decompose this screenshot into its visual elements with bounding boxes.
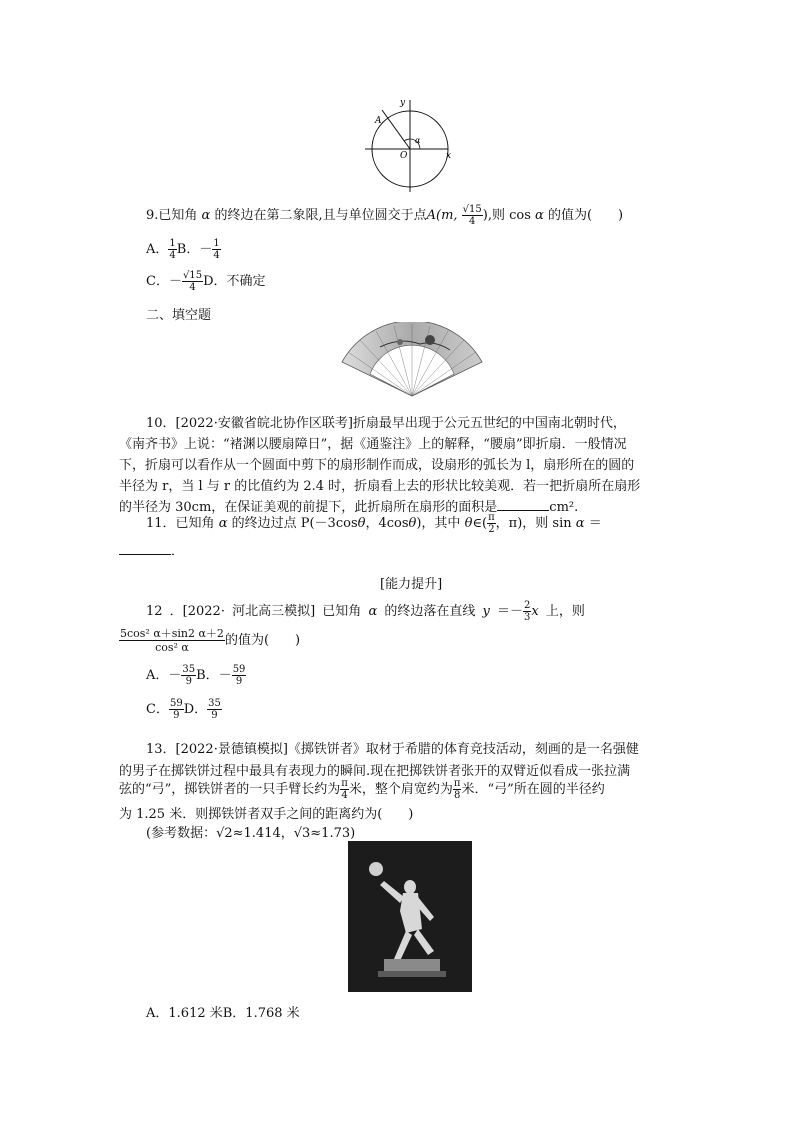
q13-line2: 的男子在掷铁饼过程中最具有表现力的瞬间.现在把掷铁饼者张开的双臂近似看成一张拉满: [119, 764, 631, 779]
label-y: y: [400, 98, 406, 108]
q13-line1: 13．[2022·景德镇模拟]《掷铁饼者》取材于希腊的体育竞技活动，刻画的是一名强健: [146, 742, 639, 757]
q12-options-ab: A．－ $\frac{35}{9}$ B．－ $\frac{59}{9}$: [146, 664, 246, 687]
label-x: x: [446, 151, 452, 161]
discus-thrower-image: [348, 841, 472, 992]
discus-icon: [369, 862, 383, 876]
q13-reference-data: (参考数据：√2≈1.414，√3≈1.73): [146, 826, 356, 841]
q10-line2: 《南齐书》上说：“褚渊以腰扇障日”，据《通鉴注》上的解释，“腰扇”即折扇．一般情况: [119, 437, 627, 452]
unit-circle-figure: [360, 92, 460, 194]
answer-blank: [119, 554, 171, 555]
q12-expression: $\frac{\text{5cos² α＋sin2 α＋2}}{\text{cos² α}}$ 的值为( ): [120, 627, 301, 654]
q10-line3: 下，折扇可以看作从一个圆面中剪下的扇形制作而成，设扇形的弧长为 l，扇形所在的圆的: [119, 458, 635, 473]
q12-options-cd: C． $\frac{59}{9}$ D． $\frac{35}{9}$: [146, 698, 221, 721]
q9-options-cd: C．－ $\frac{√15}{4}$ D．不确定: [146, 270, 266, 293]
q13-line4: 为 1.25 米．则掷铁饼者双手之间的距离约为( ): [119, 807, 414, 822]
q13-line3: 弦的“弓”，掷铁饼者的一只手臂长约为 $\frac{\pi}{4}$ 米，整个肩宽约为 $\frac{\pi}{8}$ 米．“弓”所在圆的半径约: [119, 778, 605, 801]
section-ability: [能力提升]: [380, 577, 443, 592]
terminal-side: [382, 110, 410, 149]
q11-stem: 11．已知角 α 的终边过点 P(－3cosθ，4cosθ)，其中 θ∈( $\frac{\pi}{2}$ ，π)，则 sin α ＝: [146, 512, 602, 535]
folding-fan-image: [340, 322, 484, 398]
answer-blank: [497, 510, 549, 511]
q10-line5: 的半径为 30cm，在保证美观的前提下，此折扇所在扇形的面积是 cm².: [119, 500, 579, 515]
q10-line4: 半径为 r，当 l 与 r 的比值约为 2.4 时，折扇看上去的形状比较美观．若一把折扇所在扇形: [119, 479, 641, 494]
label-origin: O: [400, 151, 408, 161]
q10-line1: 10．[2022·安徽省皖北协作区联考]折扇最早出现于公元五世纪的中国南北朝时代，: [146, 416, 626, 431]
q9-options-ab: A． $\frac{1}{4}$ B．－ $\frac{1}{4}$: [146, 238, 220, 261]
label-alpha: α: [415, 136, 421, 145]
section-fill-in: 二、填空题: [146, 308, 212, 323]
q11-answer-line: ．: [119, 540, 184, 559]
q9-stem: 9.已知角 α 的终边在第二象限,且与单位圆交于点A(m, $\frac{√15}{4}$ ),则 cos α 的值为( ): [146, 204, 624, 227]
q12-stem: 12 ．[2022· 河北高三模拟] 已知角 α 的终边落在直线 y ＝－ $\frac{2}{3}$ x 上，则: [146, 600, 585, 623]
q13-options-ab: A．1.612 米B．1.768 米: [146, 1006, 300, 1021]
label-A: A: [375, 116, 382, 126]
